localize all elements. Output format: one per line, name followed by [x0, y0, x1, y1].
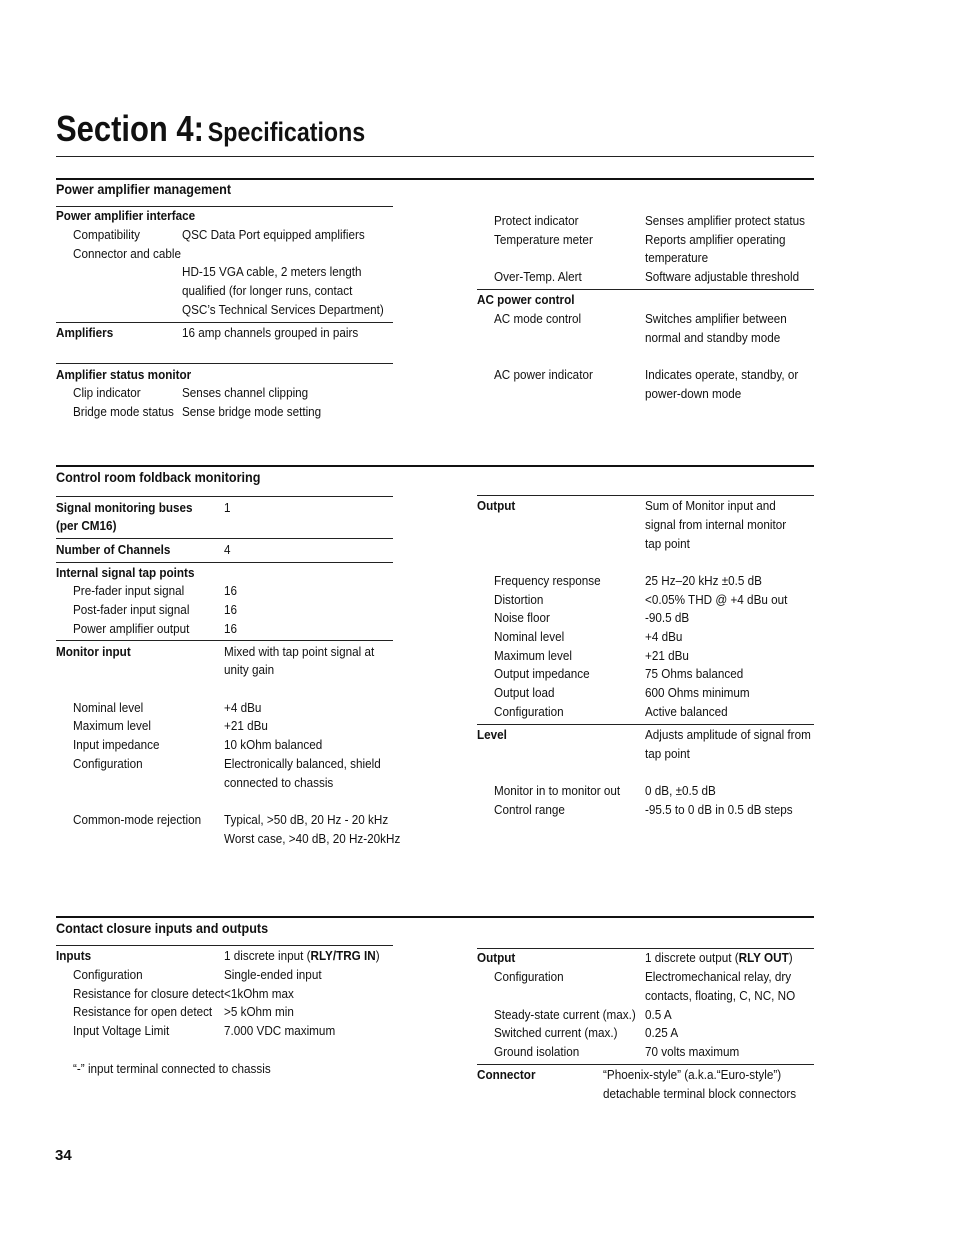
spec-value: QSC Data Port equipped amplifiers [182, 227, 365, 242]
spec-value: Mixed with tap point signal at [224, 644, 375, 659]
row-rule [56, 945, 393, 946]
spec-value: 16 [224, 621, 238, 636]
spec-label: Ground isolation [494, 1044, 580, 1059]
section-heading-power: Power amplifier management [56, 181, 232, 197]
spec-label: Output [477, 498, 516, 513]
spec-value: “Phoenix-style” (a.k.a.“Euro-style”) [603, 1067, 782, 1082]
spec-label: Power amplifier output [73, 621, 190, 636]
spec-label: Pre-fader input signal [73, 583, 185, 598]
spec-value: Reports amplifier operating [645, 232, 786, 247]
spec-value: Sum of Monitor input and [645, 498, 776, 513]
row-rule [477, 289, 814, 290]
spec-value: 600 Ohms minimum [645, 685, 750, 700]
spec-value: 25 Hz–20 kHz ±0.5 dB [645, 573, 762, 588]
spec-label: Input impedance [73, 737, 160, 752]
spec-label: Noise floor [494, 610, 550, 625]
spec-value: Active balanced [645, 704, 728, 719]
spec-value: Electronically balanced, shield [224, 756, 381, 771]
spec-value: -90.5 dB [645, 610, 690, 625]
spec-label: Monitor in to monitor out [494, 783, 621, 798]
spec-value: -95.5 to 0 dB in 0.5 dB steps [645, 802, 793, 817]
spec-value: >5 kOhm min [224, 1004, 294, 1019]
spec-value: 16 amp channels grouped in pairs [182, 325, 359, 340]
value-text: 1 discrete input ( [224, 948, 311, 963]
spec-value: qualified (for longer runs, contact [182, 283, 353, 298]
terminal-name: RLY OUT [738, 950, 789, 965]
spec-label: Signal monitoring buses [56, 500, 193, 515]
spec-label: AC power control [477, 292, 575, 307]
spec-label: Amplifier status monitor [56, 367, 192, 382]
spec-label: Monitor input [56, 644, 131, 659]
spec-value: 0 dB, ±0.5 dB [645, 783, 716, 798]
spec-label: Output [477, 950, 516, 965]
section-rule [56, 916, 814, 918]
spec-value: Senses channel clipping [182, 385, 309, 400]
row-rule [56, 562, 393, 563]
spec-value: Worst case, >40 dB, 20 Hz-20kHz [224, 831, 401, 846]
page-title [56, 108, 365, 150]
spec-value: Typical, >50 dB, 20 Hz - 20 kHz [224, 812, 389, 827]
spec-value [224, 947, 380, 966]
title-rule [56, 156, 814, 157]
spec-value: temperature [645, 250, 709, 265]
spec-value: connected to chassis [224, 775, 334, 790]
spec-label: Nominal level [494, 629, 565, 644]
spec-value: <0.05% THD @ +4 dBu out [645, 592, 788, 607]
spec-value: Adjusts amplitude of signal from [645, 727, 811, 742]
spec-value: 0.25 A [645, 1025, 679, 1040]
spec-value: unity gain [224, 662, 275, 677]
section-rule [56, 178, 814, 180]
spec-label: Configuration [73, 967, 143, 982]
spec-value: <1kOhm max [224, 986, 294, 1001]
spec-value: 7.000 VDC maximum [224, 1023, 336, 1038]
spec-value: 0.5 A [645, 1007, 672, 1022]
spec-label: AC mode control [494, 311, 582, 326]
spec-label: Common-mode rejection [73, 812, 202, 827]
spec-value [645, 949, 793, 968]
spec-label: Distortion [494, 592, 544, 607]
row-rule [56, 322, 393, 323]
spec-value: 70 volts maximum [645, 1044, 740, 1059]
spec-value: +21 dBu [645, 648, 689, 663]
spec-value: QSC’s Technical Services Department) [182, 302, 384, 317]
spec-value: +21 dBu [224, 718, 268, 733]
row-rule [56, 363, 393, 364]
section-heading-foldback: Control room foldback monitoring [56, 469, 261, 485]
spec-value: 75 Ohms balanced [645, 666, 744, 681]
value-text: ) [788, 950, 793, 965]
terminal-name: RLY/TRG IN [310, 948, 376, 963]
spec-value: Senses amplifier protect status [645, 213, 805, 228]
spec-label: Resistance for open detect [73, 1004, 213, 1019]
spec-label: (per CM16) [56, 518, 117, 533]
spec-value: tap point [645, 536, 690, 551]
spec-value: tap point [645, 746, 690, 761]
spec-value: 16 [224, 583, 238, 598]
spec-label: Output impedance [494, 666, 590, 681]
spec-value: contacts, floating, C, NC, NO [645, 988, 796, 1003]
spec-value: power-down mode [645, 386, 742, 401]
spec-value: 1 [224, 500, 231, 515]
value-text: 1 discrete output ( [645, 950, 739, 965]
spec-label: Resistance for closure detect [73, 986, 224, 1001]
spec-label: Compatibility [73, 227, 140, 242]
spec-label: Number of Channels [56, 542, 171, 557]
row-rule [56, 496, 393, 497]
spec-value: Switches amplifier between [645, 311, 787, 326]
spec-label: Switched current (max.) [494, 1025, 618, 1040]
section-heading-contact: Contact closure inputs and outputs [56, 920, 269, 936]
spec-label: Configuration [494, 704, 564, 719]
value-text: ) [375, 948, 380, 963]
spec-value: Indicates operate, standby, or [645, 367, 799, 382]
spec-label: Steady-state current (max.) [494, 1007, 636, 1022]
row-rule [477, 1064, 814, 1065]
spec-label: Protect indicator [494, 213, 579, 228]
spec-label: Nominal level [73, 700, 144, 715]
spec-label: Configuration [494, 969, 564, 984]
spec-label: AC power indicator [494, 367, 593, 382]
spec-label: Bridge mode status [73, 404, 174, 419]
spec-label: Amplifiers [56, 325, 114, 340]
spec-label: Input Voltage Limit [73, 1023, 170, 1038]
row-rule [56, 538, 393, 539]
spec-label: Maximum level [73, 718, 152, 733]
spec-label: Clip indicator [73, 385, 141, 400]
spec-value: detachable terminal block connectors [603, 1086, 797, 1101]
spec-label: Internal signal tap points [56, 565, 195, 580]
spec-label: Over-Temp. Alert [494, 269, 582, 284]
spec-value: HD-15 VGA cable, 2 meters length [182, 264, 362, 279]
section-name: Specifications [207, 117, 366, 147]
section-number: Section 4: [56, 108, 204, 149]
spec-value: signal from internal monitor [645, 517, 787, 532]
spec-label: Frequency response [494, 573, 601, 588]
footnote: “-” input terminal connected to chassis [73, 1061, 271, 1076]
spec-label: Maximum level [494, 648, 573, 663]
spec-label: Level [477, 727, 507, 742]
spec-label: Connector [477, 1067, 536, 1082]
spec-label: Temperature meter [494, 232, 593, 247]
spec-label: Connector and cable [73, 246, 181, 261]
spec-value: Single-ended input [224, 967, 322, 982]
section-rule [56, 465, 814, 467]
spec-label: Configuration [73, 756, 143, 771]
spec-label: Inputs [56, 948, 92, 963]
spec-value: normal and standby mode [645, 330, 781, 345]
row-rule [56, 640, 393, 641]
spec-value: 16 [224, 602, 238, 617]
spec-value: 10 kOhm balanced [224, 737, 323, 752]
row-rule [477, 495, 814, 496]
spec-value: 4 [224, 542, 231, 557]
spec-label: Power amplifier interface [56, 208, 196, 223]
spec-value: Software adjustable threshold [645, 269, 800, 284]
spec-label: Post-fader input signal [73, 602, 190, 617]
spec-value: Sense bridge mode setting [182, 404, 322, 419]
spec-label: Control range [494, 802, 565, 817]
spec-value: +4 dBu [224, 700, 262, 715]
spec-value: +4 dBu [645, 629, 683, 644]
spec-value: Electromechanical relay, dry [645, 969, 792, 984]
row-rule [477, 724, 814, 725]
spec-label: Output load [494, 685, 555, 700]
page-number: 34 [55, 1147, 72, 1164]
